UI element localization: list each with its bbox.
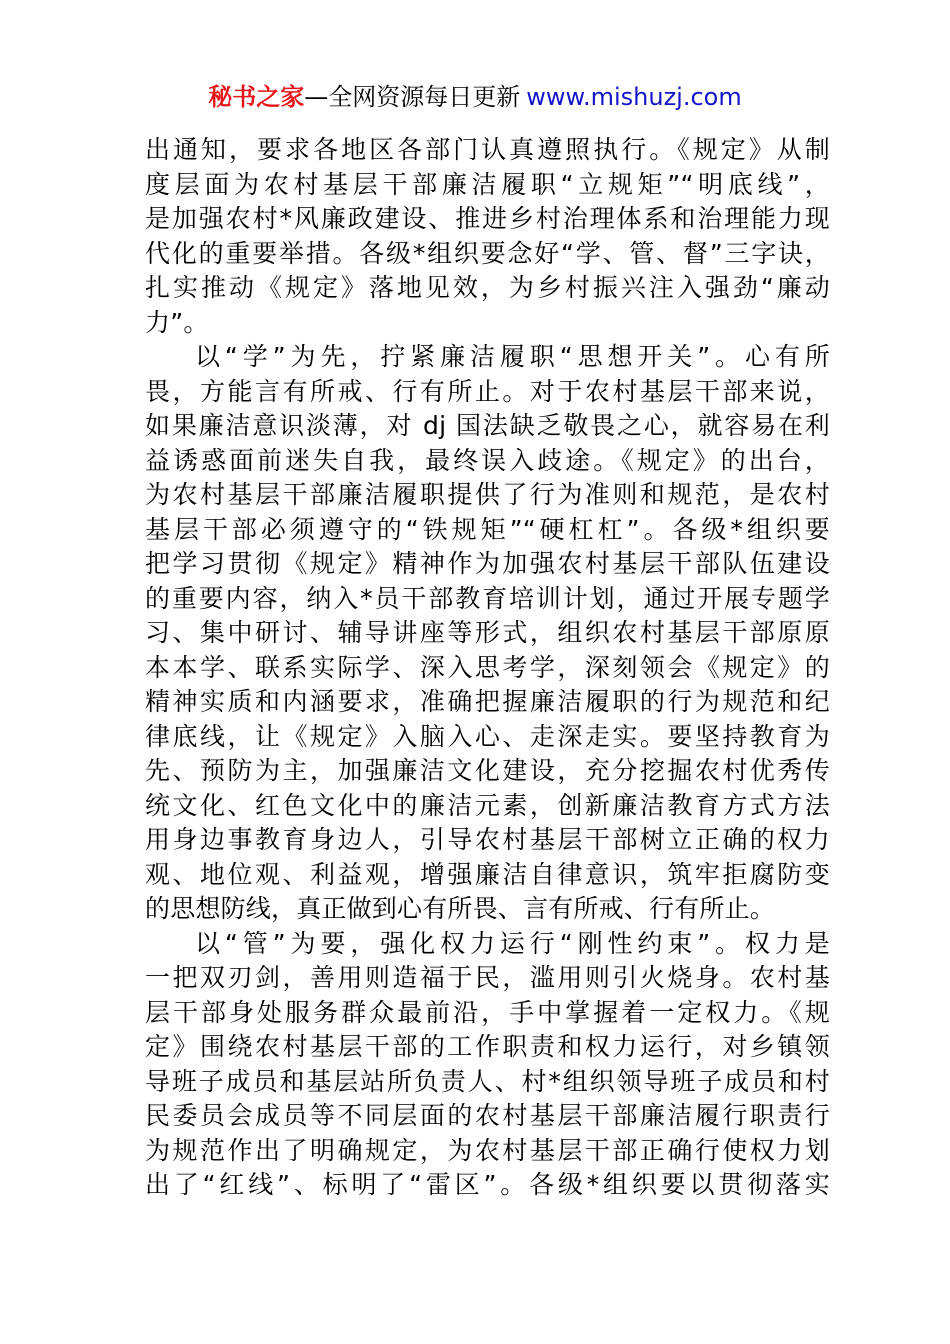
text-line: 先、预防为主，加强廉洁文化建设，充分挖掘农村优秀传 [145, 756, 830, 785]
text-line: 以“管”为要，强化权力运行“刚性约束”。权力是 [195, 928, 830, 958]
text-line: 把学习贯彻《规定》精神作为加强农村基层干部队伍建设 [145, 549, 830, 578]
text-line: 律底线，让《规定》入脑入心、走深走实。要坚持教育为 [145, 721, 830, 751]
text-line: 的重要内容，纳入*员干部教育培训计划，通过开展专题学 [145, 583, 830, 613]
text-line: 层干部身处服务群众最前沿，手中掌握着一定权力。《规 [145, 997, 830, 1027]
text-line: 以“学”为先，拧紧廉洁履职“思想开关”。心有所 [195, 342, 830, 371]
text-line: 定》围绕农村基层干部的工作职责和权力运行，对乡镇领 [145, 1032, 830, 1061]
text-line: 度层面为农村基层干部廉洁履职“立规矩”“明底线”， [145, 169, 830, 199]
text-line: 统文化、红色文化中的廉洁元素，创新廉洁教育方式方法 [145, 790, 830, 820]
text-line: 观、地位观、利益观，增强廉洁自律意识，筑牢拒腐防变 [145, 859, 830, 889]
page-header [0, 82, 950, 112]
text-line: 扎实推动《规定》落地见效，为乡村振兴注入强劲“廉动 [145, 273, 830, 302]
text-line: 为农村基层干部廉洁履职提供了行为准则和规范，是农村 [145, 480, 830, 509]
text-line: 习、集中研讨、辅导讲座等形式，组织农村基层干部原原 [145, 618, 830, 647]
text-line: 精神实质和内涵要求，准确把握廉洁履职的行为规范和纪 [145, 687, 830, 716]
text-line: 代化的重要举措。各级*组织要念好“学、管、督”三字诀， [145, 238, 830, 268]
text-line: 出通知，要求各地区各部门认真遵照执行。《规定》从制 [145, 135, 830, 164]
text-line: 是加强农村*风廉政建设、推进乡村治理体系和治理能力现 [145, 204, 830, 233]
text-line: 畏，方能言有所戒、行有所止。对于农村基层干部来说， [145, 376, 830, 406]
brand-name: 秘书之家 [208, 83, 305, 111]
text-line: 民委员会成员等不同层面的农村基层干部廉洁履行职责行 [145, 1101, 830, 1130]
document-body [145, 133, 830, 1203]
text-line: 本本学、联系实际学、深入思考学，深刻领会《规定》的 [145, 652, 830, 682]
text-line: 的思想防线，真正做到心有所畏、言有所戒、行有所止。 [145, 894, 776, 923]
text-line: 益诱惑面前迷失自我，最终误入歧途。《规定》的出台， [145, 445, 830, 475]
text-line: 用身边事教育身边人，引导农村基层干部树立正确的权力 [145, 825, 830, 854]
text-line: 一把双刃剑，善用则造福于民，滥用则引火烧身。农村基 [145, 963, 830, 992]
text-line: 基层干部必须遵守的“铁规矩”“硬杠杠”。各级*组织要 [145, 514, 830, 544]
site-link[interactable]: www.mishuzj.com [526, 83, 742, 111]
text-line: 导班子成员和基层站所负责人、村*组织领导班子成员和村 [145, 1066, 830, 1096]
text-line: 力”。 [145, 307, 209, 337]
text-line: 出了“红线”、标明了“雷区”。各级*组织要以贯彻落实 [145, 1170, 830, 1199]
text-line: 为规范作出了明确规定，为农村基层干部正确行使权力划 [145, 1135, 830, 1165]
header-tagline: —全网资源每日更新 [304, 83, 521, 111]
text-line: 如果廉洁意识淡薄，对 dj 国法缺乏敬畏之心，就容易在利 [145, 411, 830, 440]
